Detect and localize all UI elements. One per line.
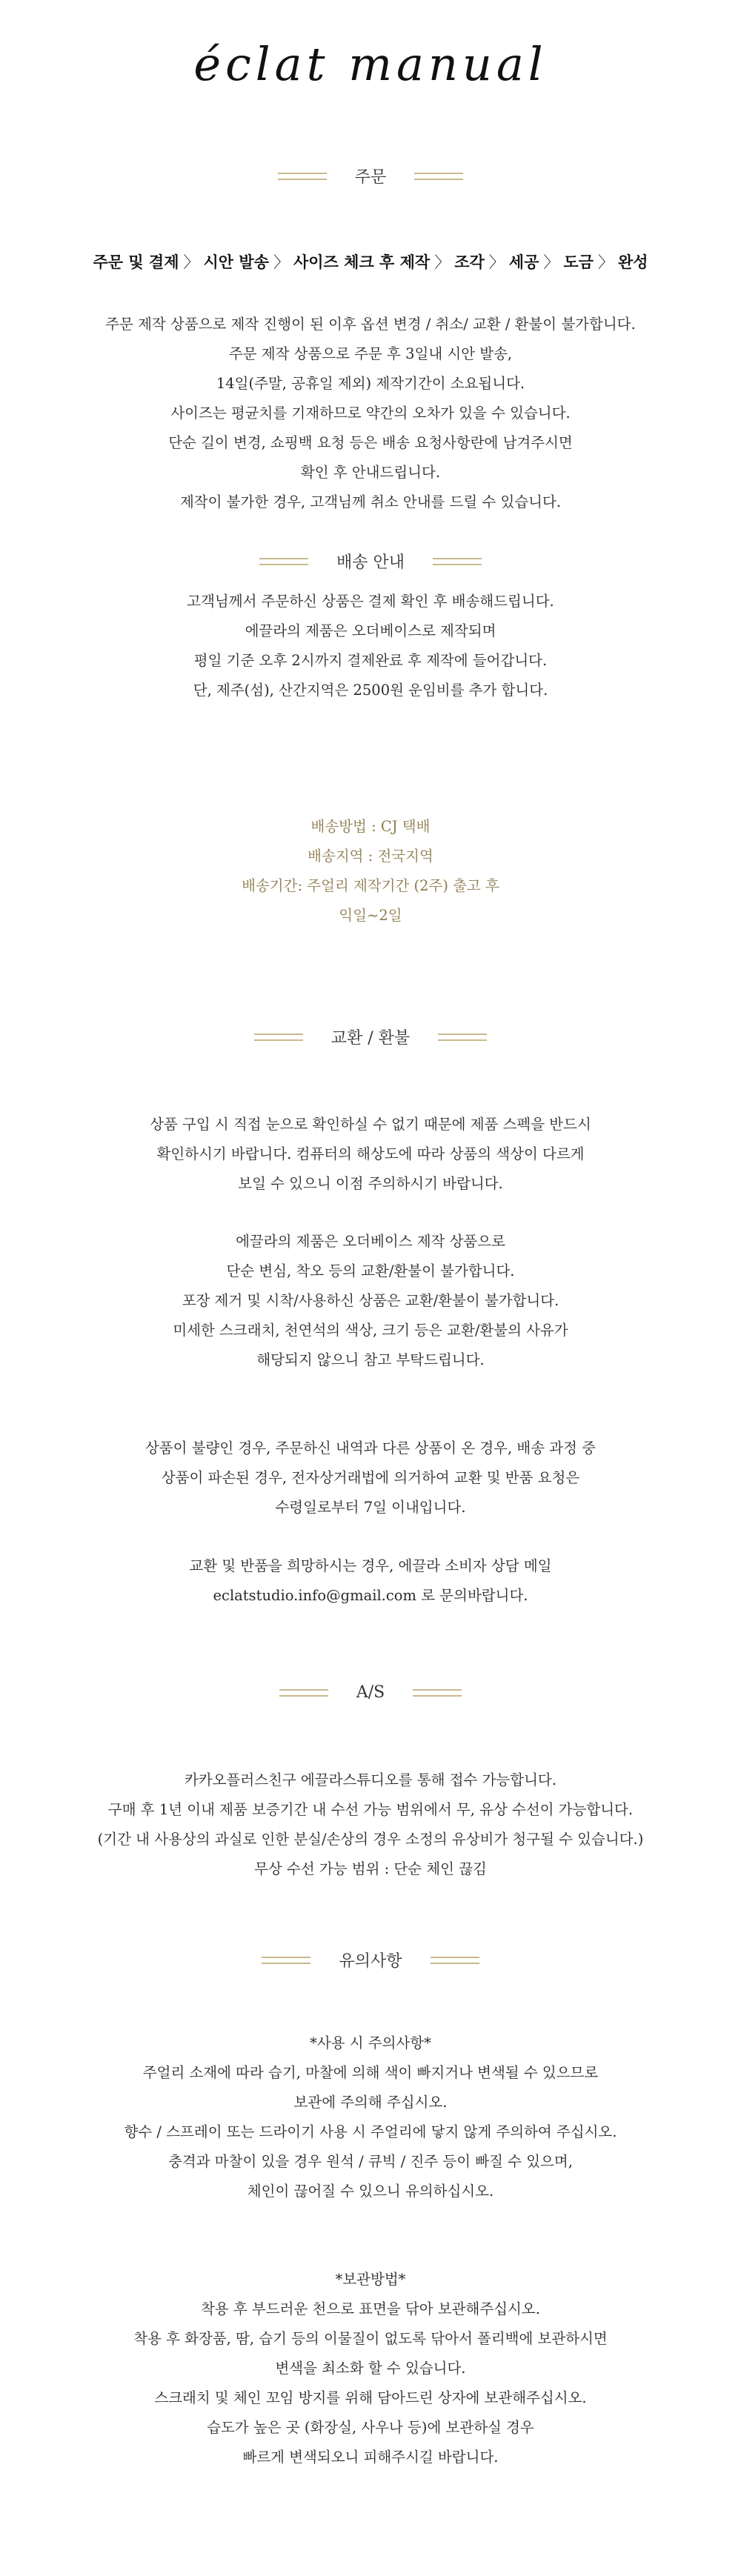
- contact-email: eclatstudio.info@gmail.com 로 문의바랍니다.: [213, 1587, 528, 1604]
- section-title: 교환 / 환불: [330, 1029, 411, 1048]
- order-notice: [0, 310, 741, 517]
- text-line: 에끌라의 제품은 오더베이스로 제작되며: [245, 622, 496, 639]
- shipping-method: 배송방법 : CJ 택배: [310, 818, 431, 835]
- process-step: 사이즈 체크 후 제작: [293, 253, 431, 271]
- chevron-right-icon: 〉: [183, 253, 199, 271]
- text-line: 체인이 끊어질 수 있으니 유의하십시오.: [247, 2183, 494, 2200]
- text-line: 습도가 높은 곳 (화장실, 사우나 등)에 보관하실 경우: [207, 2419, 534, 2436]
- text-line: 무상 수선 가능 범위 : 단순 체인 끊김: [254, 1860, 487, 1877]
- divider-rule: [278, 173, 327, 180]
- text-line: 착용 후 부드러운 천으로 표면을 닦아 보관해주십시오.: [201, 2300, 540, 2317]
- caution-storage: [0, 2265, 741, 2472]
- chevron-right-icon: 〉: [273, 253, 289, 271]
- section-header-shipping: [0, 550, 741, 573]
- text-line: 구매 후 1년 이내 제품 보증기간 내 수선 가능 범위에서 무, 유상 수선이 가능합니다.: [107, 1801, 634, 1818]
- chevron-right-icon: 〉: [543, 253, 559, 271]
- process-step: 주문 및 결제: [93, 253, 179, 271]
- text-line: 카카오플러스친구 에끌라스튜디오를 통해 접수 가능합니다.: [185, 1771, 556, 1788]
- text-line: 교환 및 반품을 희망하시는 경우, 에끌라 소비자 상담 메일: [189, 1557, 552, 1574]
- exchange-policy: [0, 1227, 741, 1375]
- divider-rule: [431, 1957, 479, 1964]
- section-title: 유의사항: [339, 1952, 402, 1971]
- text-line: 착용 후 화장품, 땀, 습기 등의 이물질이 없도록 닦아서 폴리백에 보관하시면: [133, 2330, 608, 2347]
- shipping-notice: [0, 587, 741, 705]
- order-process-steps: [0, 250, 741, 273]
- divider-rule: [414, 173, 463, 180]
- text-line: 고객님께서 주문하신 상품은 결제 확인 후 배송해드립니다.: [187, 593, 554, 610]
- text-line: 주문 제작 상품으로 주문 후 3일내 시안 발송,: [228, 345, 513, 362]
- section-header-exchange: [0, 1025, 741, 1048]
- text-line: 확인 후 안내드립니다.: [300, 464, 441, 481]
- brand-logo: éclat manual: [193, 37, 548, 91]
- text-line: 단, 제주(섬), 산간지역은 2500원 운임비를 추가 합니다.: [193, 682, 548, 699]
- text-line: 변색을 최소화 할 수 있습니다.: [275, 2360, 466, 2377]
- chevron-right-icon: 〉: [488, 253, 505, 271]
- subheading: *사용 시 주의사항*: [310, 2034, 431, 2051]
- shipping-info: [0, 812, 741, 931]
- section-header-order: [0, 164, 741, 187]
- chevron-right-icon: 〉: [597, 253, 614, 271]
- text-line: 상품이 파손된 경우, 전자상거래법에 의거하여 교환 및 반품 요청은: [161, 1469, 580, 1486]
- section-title: 배송 안내: [336, 553, 405, 572]
- text-line: 단순 길이 변경, 쇼핑백 요청 등은 배송 요청사항란에 남겨주시면: [168, 434, 573, 451]
- caution-usage: [0, 2028, 741, 2206]
- text-line: 상품 구입 시 직접 눈으로 확인하실 수 없기 때문에 제품 스펙을 반드시: [150, 1116, 591, 1133]
- section-title: A/S: [356, 1683, 385, 1702]
- text-line: 평일 기준 오후 2시까지 결제완료 후 제작에 들어갑니다.: [193, 652, 548, 669]
- text-line: 빠르게 변색되오니 피해주시길 바랍니다.: [242, 2449, 499, 2466]
- divider-rule: [254, 1034, 303, 1041]
- text-line: 충격과 마찰이 있을 경우 원석 / 큐빅 / 진주 등이 빠질 수 있으며,: [168, 2153, 573, 2170]
- text-line: 해당되지 않으니 참고 부탁드립니다.: [256, 1351, 485, 1368]
- section-header-caution: [0, 1948, 741, 1971]
- process-step: 시안 발송: [203, 253, 269, 271]
- section-header-as: [0, 1683, 741, 1702]
- shipping-region: 배송지역 : 전국지역: [308, 848, 433, 865]
- shipping-period-days: 익일~2일: [339, 907, 402, 924]
- divider-rule: [438, 1034, 487, 1041]
- divider-rule: [262, 1957, 310, 1964]
- text-line: 제작이 불가한 경우, 고객님께 취소 안내를 드릴 수 있습니다.: [179, 493, 562, 510]
- process-step: 도금: [563, 253, 594, 271]
- subheading: *보관방법*: [335, 2271, 406, 2288]
- exchange-contact: [0, 1551, 741, 1611]
- shipping-period: 배송기간: 주얼리 제작기간 (2주) 출고 후: [242, 877, 499, 894]
- text-line: 수령일로부터 7일 이내입니다.: [275, 1499, 466, 1516]
- text-line: (기간 내 사용상의 과실로 인한 분실/손상의 경우 소정의 유상비가 청구될 수 있습니다.): [97, 1831, 644, 1848]
- divider-rule: [433, 558, 482, 565]
- divider-rule: [279, 1689, 328, 1697]
- text-line: 확인하시기 바랍니다. 컴퓨터의 해상도에 따라 상품의 색상이 다르게: [156, 1145, 585, 1162]
- exchange-spec-notice: [0, 1110, 741, 1199]
- section-title: 주문: [354, 168, 387, 187]
- text-line: 상품이 불량인 경우, 주문하신 내역과 다른 상품이 온 경우, 배송 과정 중: [144, 1440, 597, 1457]
- divider-rule: [259, 558, 308, 565]
- text-line: 보일 수 있으니 이점 주의하시기 바랍니다.: [238, 1175, 503, 1192]
- process-step: 조각: [454, 253, 485, 271]
- text-line: 스크래치 및 체인 꼬임 방지를 위해 담아드린 상자에 보관해주십시오.: [154, 2389, 587, 2406]
- text-line: 14일(주말, 공휴일 제외) 제작기간이 소요됩니다.: [216, 375, 525, 392]
- exchange-defect-notice: [0, 1434, 741, 1522]
- text-line: 향수 / 스프레이 또는 드라이기 사용 시 주얼리에 닿지 않게 주의하여 주십시오.: [124, 2123, 617, 2140]
- process-step: 세공: [508, 253, 539, 271]
- as-notice: [0, 1765, 741, 1884]
- text-line: 보관에 주의해 주십시오.: [293, 2094, 448, 2111]
- text-line: 주문 제작 상품으로 제작 진행이 된 이후 옵션 변경 / 취소/ 교환 / 환불이 불가합니다.: [105, 316, 636, 333]
- text-line: 사이즈는 평균치를 기재하므로 약간의 오차가 있을 수 있습니다.: [170, 405, 571, 422]
- text-line: 에끌라의 제품은 오더베이스 제작 상품으로: [236, 1233, 505, 1250]
- chevron-right-icon: 〉: [434, 253, 451, 271]
- text-line: 포장 제거 및 시착/사용하신 상품은 교환/환불이 불가합니다.: [182, 1292, 559, 1309]
- text-line: 단순 변심, 착오 등의 교환/환불이 불가합니다.: [226, 1262, 515, 1279]
- text-line: 주얼리 소재에 따라 습기, 마찰에 의해 색이 빠지거나 변색될 수 있으므로: [142, 2064, 599, 2081]
- text-line: 미세한 스크래치, 천연석의 색상, 크기 등은 교환/환불의 사유가: [173, 1322, 568, 1339]
- process-step: 완성: [617, 253, 648, 271]
- divider-rule: [413, 1689, 462, 1697]
